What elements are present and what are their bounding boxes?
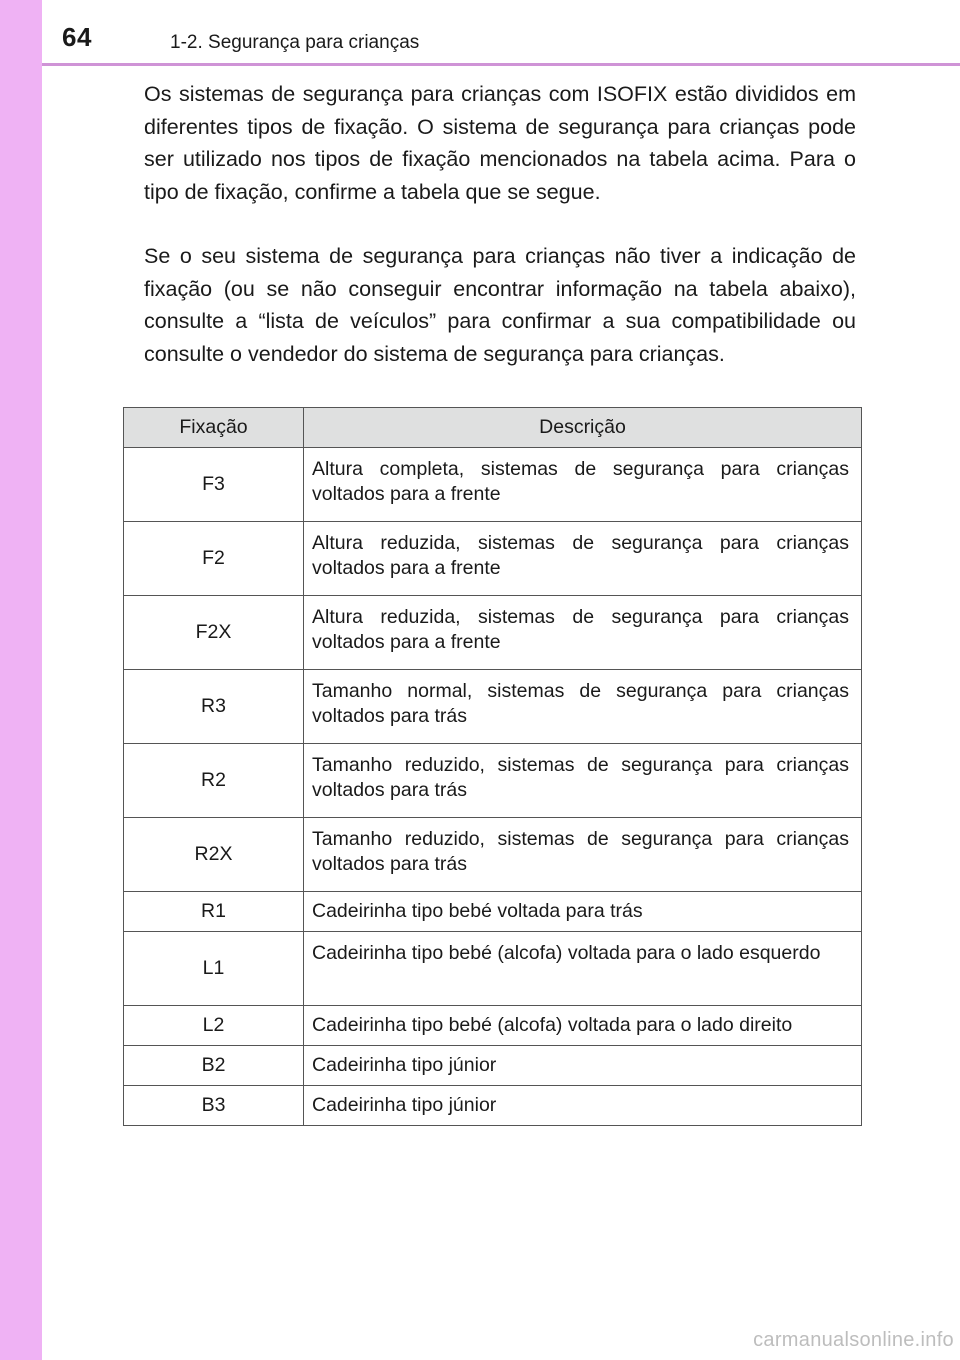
body-paragraph-1: Os sistemas de segurança para crianças com ISOFIX estão divididos em diferentes tipos de fixação. O sistema de segurança para crianças pode ser utilizado nos tipos de fixação mencionados na tabela acima. Para o tipo de fixação, confirme a tabela que se segue. <box>144 82 856 204</box>
fixation-code: F3 <box>124 448 304 522</box>
fixation-description: Altura completa, sistemas de segurança para crianças voltados para a frente <box>304 448 862 522</box>
table-row <box>124 1046 862 1086</box>
fixation-description: Altura reduzida, sistemas de segurança para crianças voltados para a frente <box>304 596 862 670</box>
fixation-description: Tamanho normal, sistemas de segurança para crianças voltados para trás <box>304 670 862 744</box>
fixation-description: Cadeirinha tipo bebé (alcofa) voltada para o lado esquerdo <box>304 932 862 1006</box>
fixation-description: Cadeirinha tipo júnior <box>304 1046 862 1086</box>
table-row <box>124 670 862 744</box>
fixation-code: L1 <box>124 932 304 1006</box>
fixation-table <box>123 407 862 1126</box>
fixation-code: R2X <box>124 818 304 892</box>
header-fixation: Fixação <box>124 408 304 448</box>
header-description: Descrição <box>304 408 862 448</box>
section-title: 1-2. Segurança para crianças <box>170 32 420 53</box>
fixation-code: F2X <box>124 596 304 670</box>
fixation-code: R2 <box>124 744 304 818</box>
page-number: 64 <box>62 22 92 52</box>
table-header-row <box>124 408 862 448</box>
table-row <box>124 448 862 522</box>
fixation-description: Cadeirinha tipo bebé (alcofa) voltada para o lado direito <box>304 1006 862 1046</box>
fixation-code: L2 <box>124 1006 304 1046</box>
table-row <box>124 818 862 892</box>
chapter-side-bar <box>0 0 42 1360</box>
table-row <box>124 1086 862 1126</box>
fixation-description: Cadeirinha tipo júnior <box>304 1086 862 1126</box>
table-row <box>124 892 862 932</box>
fixation-code: F2 <box>124 522 304 596</box>
body-paragraph-2: Se o seu sistema de segurança para crianças não tiver a indicação de fixação (ou se não conseguir encontrar informação na tabela abaixo), consulte a “lista de veículos” para confirmar a sua compatibilidade ou consulte o vendedor do sistema de segurança para crianças. <box>144 244 856 366</box>
fixation-description: Altura reduzida, sistemas de segurança para crianças voltados para a frente <box>304 522 862 596</box>
header-divider <box>42 63 960 66</box>
watermark: carmanualsonline.info <box>753 1329 954 1351</box>
fixation-code: B2 <box>124 1046 304 1086</box>
fixation-code: R3 <box>124 670 304 744</box>
fixation-description: Tamanho reduzido, sistemas de segurança para crianças voltados para trás <box>304 744 862 818</box>
fixation-description: Cadeirinha tipo bebé voltada para trás <box>304 892 862 932</box>
table-row <box>124 522 862 596</box>
fixation-description: Tamanho reduzido, sistemas de segurança para crianças voltados para trás <box>304 818 862 892</box>
table-row <box>124 932 862 1006</box>
fixation-code: B3 <box>124 1086 304 1126</box>
table-row <box>124 744 862 818</box>
fixation-code: R1 <box>124 892 304 932</box>
table-row <box>124 596 862 670</box>
table-row <box>124 1006 862 1046</box>
